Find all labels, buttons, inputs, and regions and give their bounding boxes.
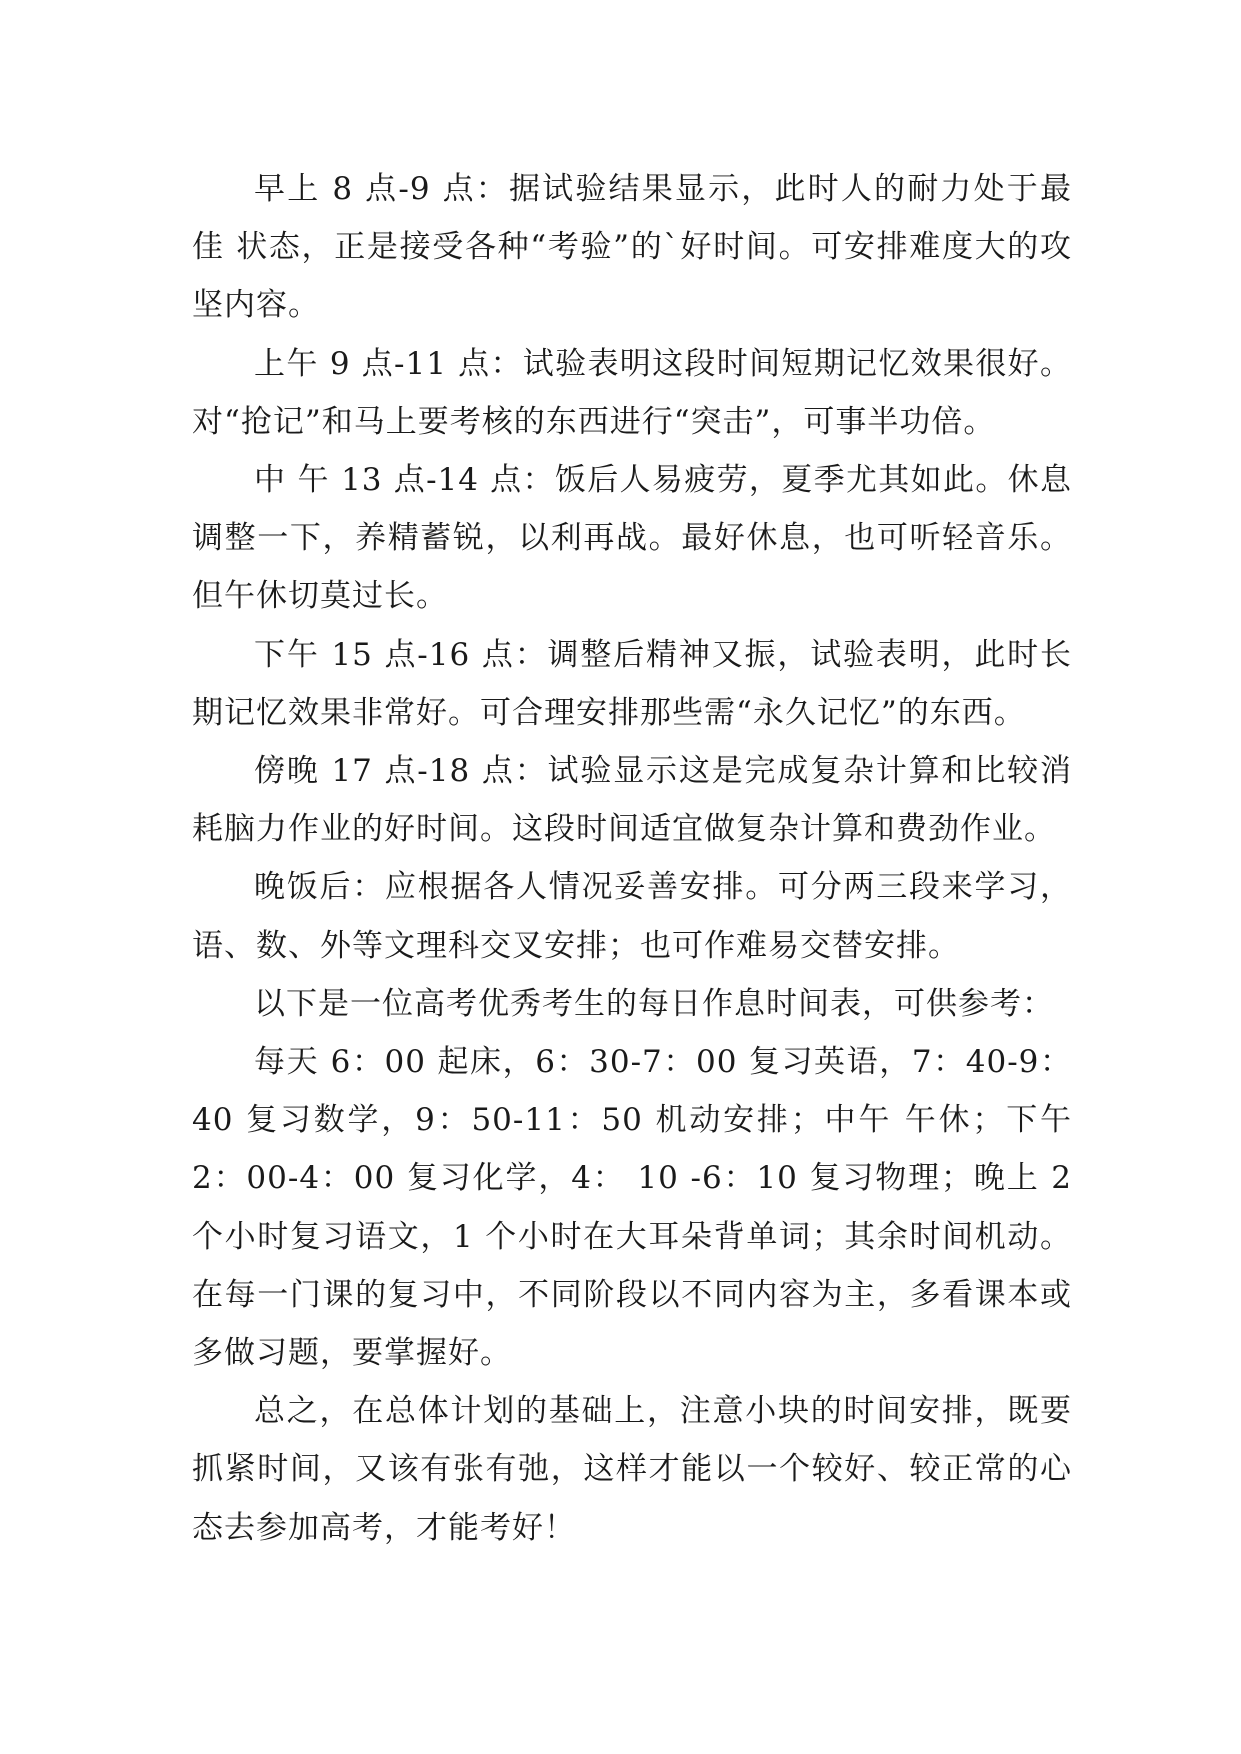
- paragraph-after-dinner: 晚饭后：应根据各人情况妥善安排。可分两三段来学习，语、数、外等文理科交叉安排；也可作难易交替安排。: [192, 869, 1072, 964]
- paragraph-conclusion: 总之，在总体计划的基础上，注意小块的时间安排，既要抓紧时间，又该有张有弛，这样才能以一个较好、较正常的心态去参加高考，才能考好！: [192, 1393, 1072, 1546]
- paragraph-afternoon: 下午 15 点-16 点：调整后精神又振，试验表明，此时长期记忆效果非常好。可合理安排那些需“永久记忆”的东西。: [192, 636, 1072, 731]
- paragraph-dusk: 傍晚 17 点-18 点：试验显示这是完成复杂计算和比较消耗脑力作业的好时间。这段时间适宜做复杂计算和费劲作业。: [192, 753, 1072, 848]
- paragraph-noon: 中 午 13 点-14 点：饭后人易疲劳，夏季尤其如此。休息 调整一下，养精蓄锐，以利再战。最好休息，也可听轻音乐。但午休切莫过长。: [192, 462, 1072, 615]
- document-body: [192, 160, 1072, 1557]
- paragraph-forenoon: 上午 9 点-11 点：试验表明这段时间短期记忆效果很好。对“抢记”和马上要考核的东西进行“突击”，可事半功倍。: [192, 345, 1072, 440]
- paragraph-schedule-intro: 以下是一位高考优秀考生的每日作息时间表，可供参考：: [254, 985, 1054, 1022]
- paragraph-daily-schedule: 每天 6：00 起床，6：30-7：00 复习英语，7：40-9：40 复习数学，9：50-11：50 机动安排；中午 午休；下午 2：00-4：00 复习化学，4： 10 -6：10 复习物理；晚上 2 个小时复习语文，1 个小时在大耳朵背单词；其余时间机动。在每一门课的复习中，不同阶段以不同内容为主，多看课本或多做习题，要掌握好。: [192, 1044, 1072, 1372]
- paragraph-morning: 早上 8 点-9 点：据试验结果显示，此时人的耐力处于最佳 状态，正是接受各种“考验”的`好时间。可安排难度大的攻坚内容。: [192, 171, 1072, 324]
